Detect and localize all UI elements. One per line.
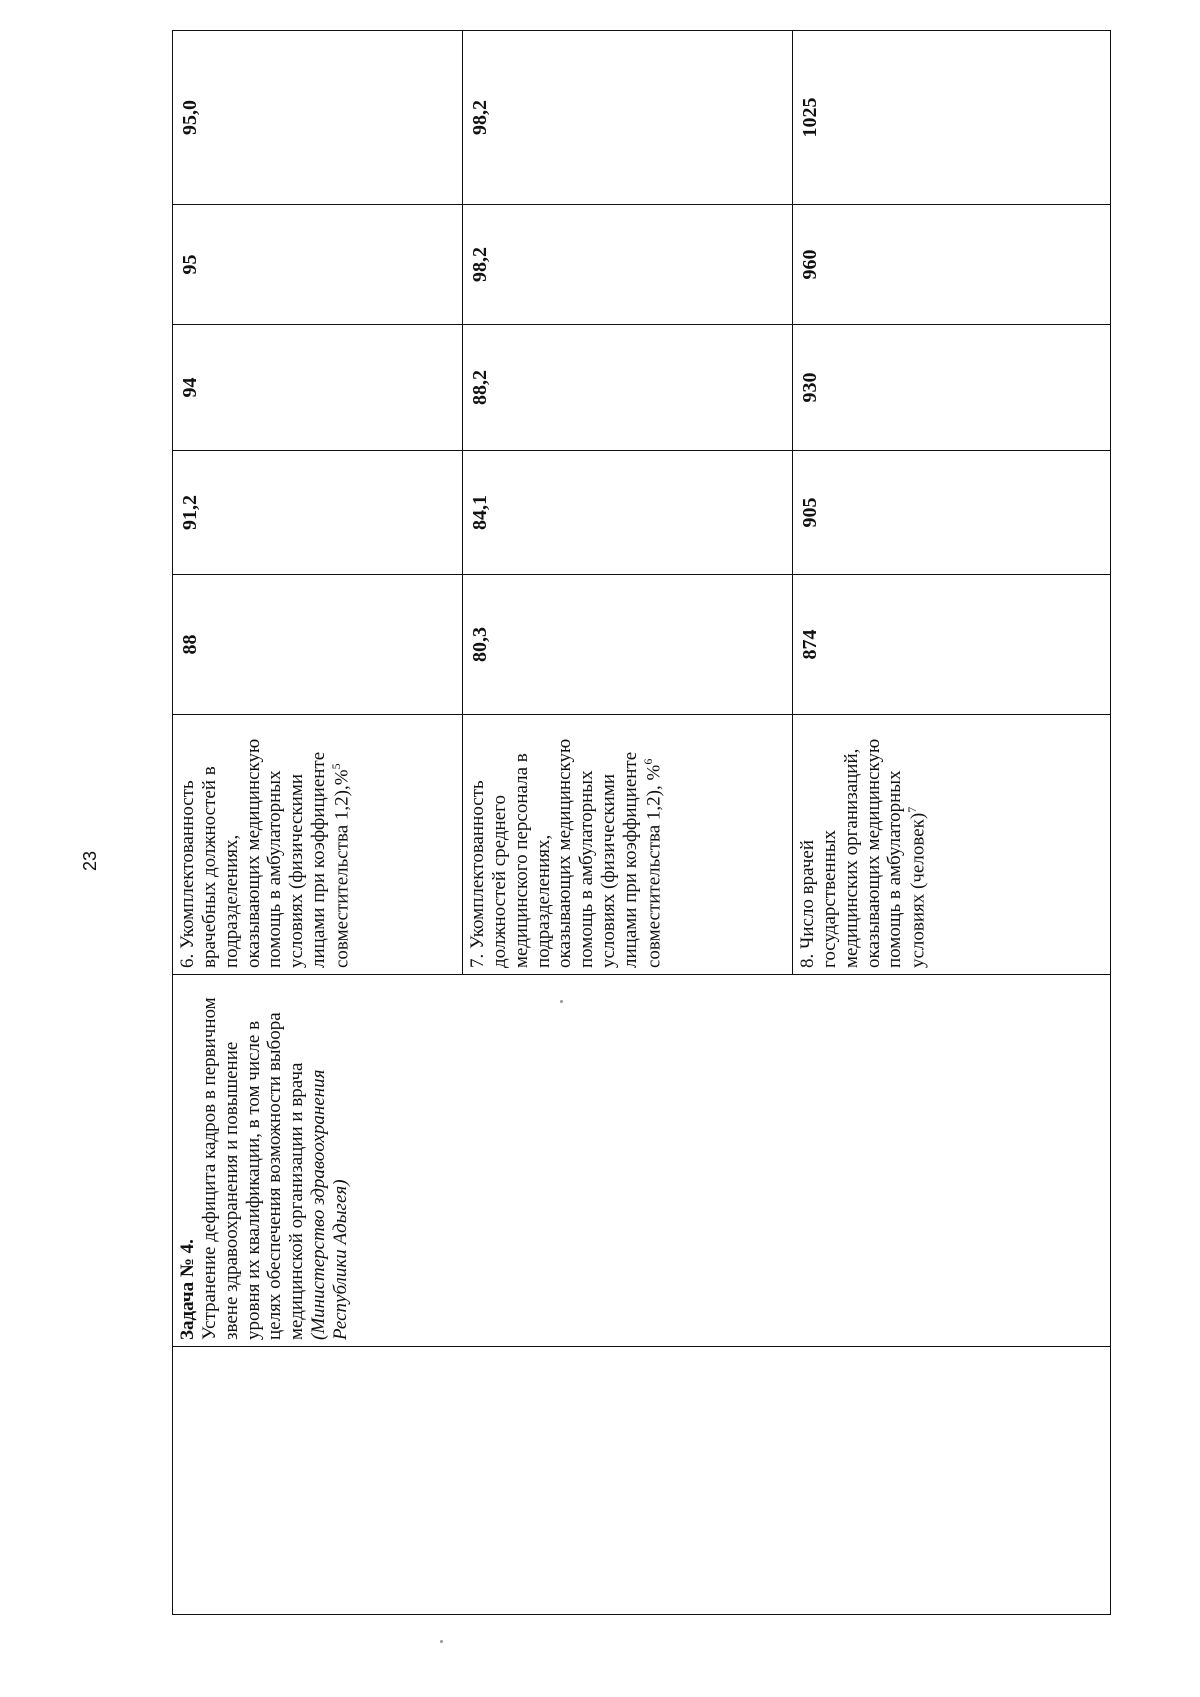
value-cell [173,31,463,205]
value-2019: 80,3 [469,627,491,662]
footnote-mark: 6 [640,758,655,765]
value-cell [793,451,1111,575]
value-2021: 94 [179,377,201,398]
value-cell [793,575,1111,715]
value-2023: 95,0 [179,100,201,135]
indicator-cell [463,715,793,975]
task-cell [173,975,1111,1347]
value-2022: 95 [179,254,201,275]
value-2022: 960 [799,249,821,280]
value-2020: 905 [799,497,821,528]
indicator-text: 8. Число врачей государственных медицинских организаций, оказывающих медицинскую помощь в амбулаторных условиях (человек) [797,738,929,968]
footnote-mark: 5 [328,763,343,770]
value-cell [793,205,1111,325]
value-cell [173,575,463,715]
task-description: Устранение дефицита кадров в первичном звене здравоохранения и повышение уровня их квалификации, в том числе в целях обеспечения возможности выбора медицинской организации и врача [198,997,308,1340]
indicator-cell [793,715,1111,975]
value-cell [793,31,1111,205]
value-2021: 88,2 [469,370,491,405]
value-2023: 98,2 [469,100,491,135]
value-cell [463,451,793,575]
indicators-table [172,30,1111,1615]
value-cell [463,31,793,205]
value-cell [463,325,793,451]
value-2019: 874 [799,629,821,660]
task-responsible-org: (Министерство здравоохранения Республики Адыгея) [308,1069,351,1340]
page-number: 23 [80,850,100,872]
empty-first-column [173,1347,1111,1615]
value-cell [173,205,463,325]
indicator-text: 6. Укомплектованность врачебных должностей в подразделениях, оказывающих медицинскую помощь в амбулаторных условиях (физическими лицами при коэффициенте совместительства 1,2),% [177,738,353,968]
value-cell [173,451,463,575]
value-2019: 88 [179,634,201,655]
indicator-cell [173,715,463,975]
scan-artifact [560,1000,563,1003]
value-cell [173,325,463,451]
value-cell [463,575,793,715]
indicators-table-wrapper [172,31,1110,1615]
value-2020: 91,2 [179,495,201,530]
value-2021: 930 [799,372,821,403]
task-title: Задача № 4. [177,1239,198,1340]
footnote-mark: 7 [905,806,920,813]
value-cell [463,205,793,325]
scan-artifact [440,1640,443,1643]
indicator-text: 7. Укомплектованность должностей среднего медицинского персонала в подразделениях, оказывающих медицинскую помощь в амбулаторных условиях (физическими лицами при коэффициенте совместительства 1,2), % [467,738,665,968]
value-2023: 1025 [799,97,821,138]
value-2020: 84,1 [469,495,491,530]
table-row [173,31,463,1615]
value-cell [793,325,1111,451]
value-2022: 98,2 [469,247,491,282]
